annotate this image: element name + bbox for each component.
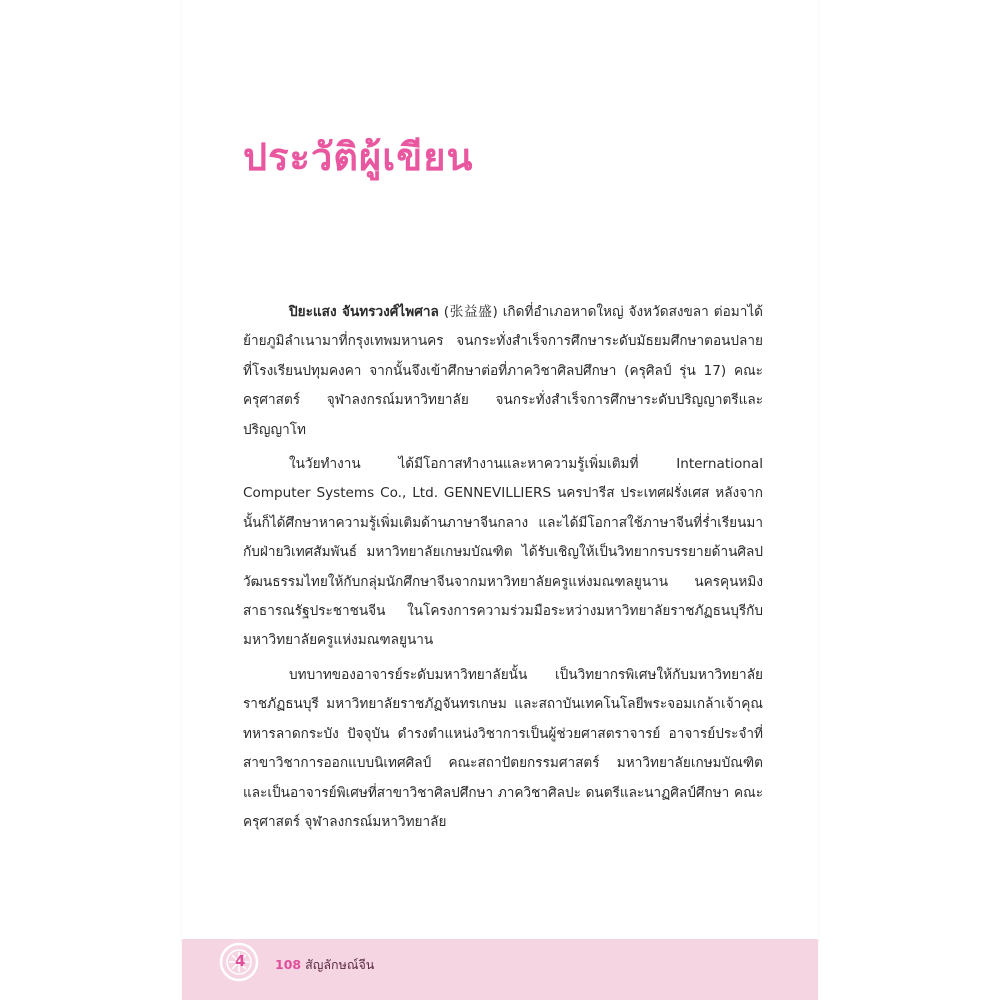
running-footer <box>275 955 374 975</box>
page-number: 4 <box>235 952 246 970</box>
bio-paragraph-1 <box>243 298 763 445</box>
bio-paragraph-1-text: (张益盛) เกิดที่อำเภอหาดใหญ่ จังหวัดสงขลา ต่อมาได้ย้ายภูมิลำเนามาที่กรุงเทพมหานคร จนกระทั่งสำเร็จการศึกษาระดับมัธยมศึกษาตอนปลายที่โรงเรียนปทุมคงคา จากนั้นจึงเข้าศึกษาต่อที่ภาควิชาศิลปศึกษา (ครุศิลป์ รุ่น 17) คณะครุศาสตร์ จุฬาลงกรณ์มหาวิทยาลัย จนกระทั่งสำเร็จการศึกษาระดับปริญญาตรีและปริญญาโท <box>243 304 763 438</box>
author-name: ปิยะแสง จันทรวงศ์ไพศาล <box>289 304 439 320</box>
author-biography <box>243 298 763 842</box>
bio-paragraph-3: บทบาทของอาจารย์ระดับมหาวิทยาลัยนั้น เป็นวิทยากรพิเศษให้กับมหาวิทยาลัยราชภัฏธนบุรี มหาวิทยาลัยราชภัฏจันทรเกษม และสถาบันเทคโนโลยีพระจอมเกล้าเจ้าคุณทหารลาดกระบัง ปัจจุบัน ดำรงตำแหน่งวิชาการเป็นผู้ช่วยศาสตราจารย์ อาจารย์ประจำที่สาขาวิชาการออกแบบนิเทศศิลป์ คณะสถาปัตยกรรมศาสตร์ มหาวิทยาลัยเกษมบัณฑิต และเป็นอาจารย์พิเศษที่สาขาวิชาศิลปศึกษา ภาควิชาศิลปะ ดนตรีและนาฏศิลป์ศึกษา คณะครุศาสตร์ จุฬาลงกรณ์มหาวิทยาลัย <box>243 666 763 830</box>
book-title: สัญลักษณ์จีน <box>305 957 375 972</box>
book-number: 108 <box>275 957 302 972</box>
bio-paragraph-2: ในวัยทำงาน ได้มีโอกาสทำงานและหาความรู้เพิ่มเติมที่ International Computer Systems Co., Ltd. GENNEVILLIERS นครปารีส ประเทศฝรั่งเศส หลังจากนั้นก็ได้ศึกษาหาความรู้เพิ่มเติมด้านภาษาจีนกลาง และได้มีโอกาสใช้ภาษาจีนที่ร่ำเรียนมากับฝ่ายวิเทศสัมพันธ์ มหาวิทยาลัยเกษมบัณฑิต ได้รับเชิญให้เป็นวิทยากรบรรยายด้านศิลปวัฒนธรรมไทยให้กับกลุ่มนักศึกษาจีนจากมหาวิทยาลัยครูแห่งมณฑลยูนาน นครคุนหมิง สาธารณรัฐประชาชนจีน ในโครงการความร่วมมือระหว่างมหาวิทยาลัยราชภัฏธนบุรีกับมหาวิทยาลัยครูแห่งมณฑลยูนาน <box>243 456 763 649</box>
page-title: ประวัติผู้เขียน <box>243 135 474 179</box>
